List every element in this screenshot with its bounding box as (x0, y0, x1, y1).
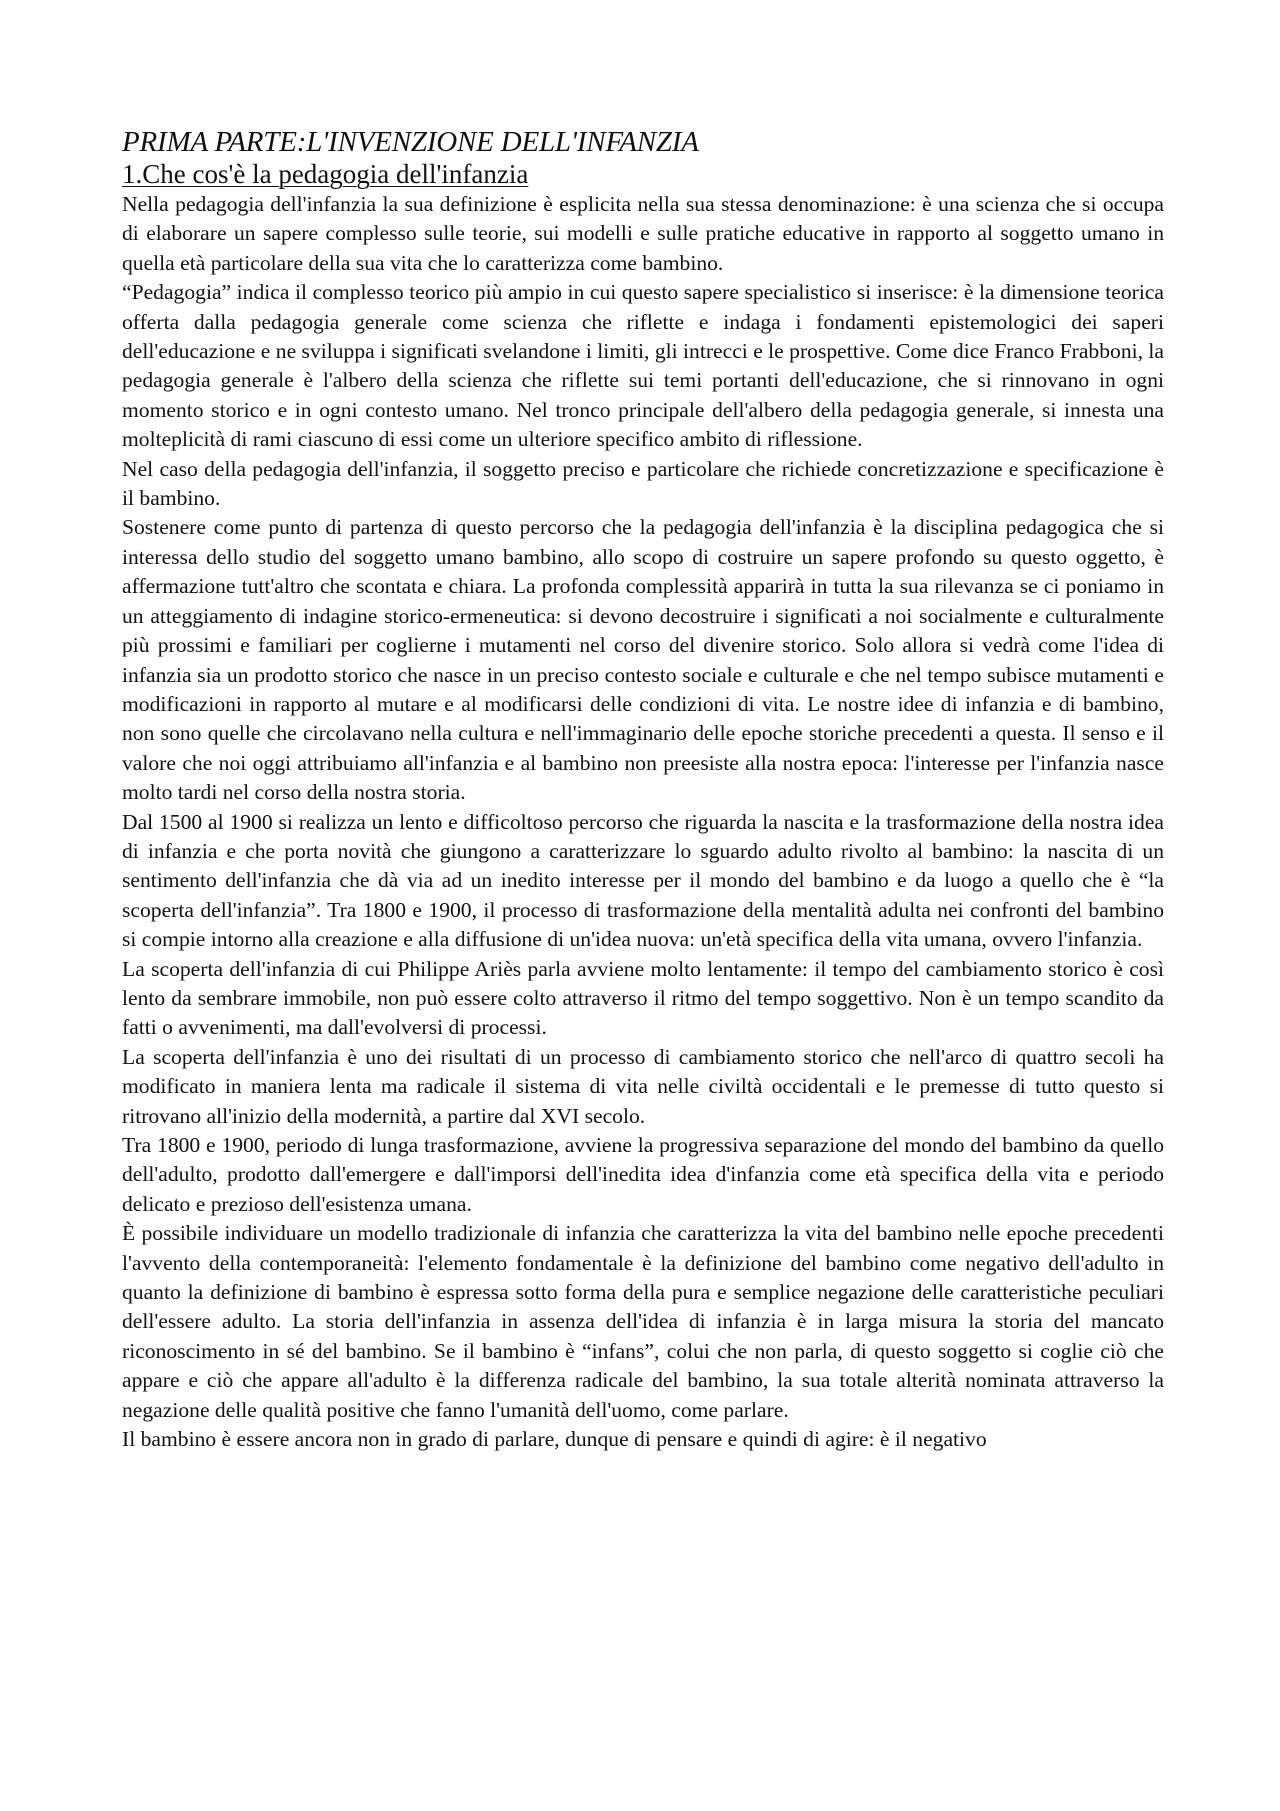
paragraph: Tra 1800 e 1900, periodo di lunga trasformazione, avviene la progressiva separazione del mondo del bambino da quello dell'adulto, prodotto dall'emergere e dall'imporsi dell'inedita idea d'infanzia come età specifica della vita e periodo delicato e prezioso dell'esistenza umana. (122, 1133, 1164, 1216)
paragraph: La scoperta dell'infanzia di cui Philippe Ariès parla avviene molto lentamente: il tempo del cambiamento storico è così lento da sembrare immobile, non può essere colto attraverso il ritmo del tempo soggettivo. Non è un tempo scandito da fatti o avvenimenti, ma dall'evolversi di processi. (122, 956, 1164, 1040)
paragraph: La scoperta dell'infanzia è uno dei risultati di un processo di cambiamento storico che nell'arco di quattro secoli ha modificato in maniera lenta ma radicale il sistema di vita nelle civiltà occidentali e le premesse di tutto questo si ritrovano all'inizio della modernità, a partire dal XVI secolo. (122, 1044, 1164, 1128)
paragraph: Nel caso della pedagogia dell'infanzia, il soggetto preciso e particolare che richiede concretizzazione e specificazione è il bambino. (122, 456, 1164, 511)
paragraph: Il bambino è essere ancora non in grado di parlare, dunque di pensare e quindi di agire: è il negativo (122, 1427, 987, 1452)
paragraph: Sostenere come punto di partenza di questo percorso che la pedagogia dell'infanzia è la disciplina pedagogica che si interessa dello studio del soggetto umano bambino, allo scopo di costruire un sapere profondo su questo oggetto, è affermazione tutt'altro che scontata e chiara. La profonda complessità apparirà in tutta la sua rilevanza se ci poniamo in un atteggiamento di indagine storico-ermeneutica: si devono decostruire i significati a noi socialmente e culturalmente più prossimi e familiari per coglierne i mutamenti nel corso del divenire storico. Solo allora si vedrà come l'idea di infanzia sia un prodotto storico che nasce in un preciso contesto sociale e culturale e che nel tempo subisce mutamenti e modificazioni in rapporto al mutare e al modificarsi delle condizioni di vita. Le nostre idee di infanzia e di bambino, non sono quelle che circolavano nella cultura e nell'immaginario delle epoche storiche precedenti a questa. Il senso e il valore che noi oggi attribuiamo all'infanzia e al bambino non preesiste alla nostra epoca: l'interesse per l'infanzia nasce molto tardi nel corso della nostra storia. (122, 515, 1164, 805)
paragraph: “Pedagogia” indica il complesso teorico più ampio in cui questo sapere specialistico si inserisce: è la dimensione teorica offerta dalla pedagogia generale come scienza che riflette e indaga i fondamenti epistemologici dei saperi dell'educazione e ne sviluppa i significati svelandone i limiti, gli intrecci e le prospettive. Come dice Franco Frabboni, la pedagogia generale è l'albero della scienza che riflette sui temi portanti dell'educazione, che si rinnovano in ogni momento storico e in ogni contesto umano. Nel tronco principale dell'albero della pedagogia generale, si innesta una molteplicità di rami ciascuno di essi come un ulteriore specifico ambito di riflessione. (122, 280, 1164, 452)
body-text (122, 190, 1164, 1454)
paragraph: Dal 1500 al 1900 si realizza un lento e difficoltoso percorso che riguarda la nascita e la trasformazione della nostra idea di infanzia e che porta novità che giungono a caratterizzare lo sguardo adulto rivolto al bambino: la nascita di un sentimento dell'infanzia che dà via ad un inedito interesse per il mondo del bambino e da luogo a quello che è “la scoperta dell'infanzia”. Tra 1800 e 1900, il processo di trasformazione della mentalità adulta nei confronti del bambino si compie intorno alla creazione e alla diffusione di un'idea nuova: un'età specifica della vita umana, ovvero l'infanzia. (122, 809, 1164, 952)
document-page (122, 126, 1164, 1454)
document-title: PRIMA PARTE:L'INVENZIONE DELL'INFANZIA (122, 126, 699, 158)
paragraph: È possibile individuare un modello tradizionale di infanzia che caratterizza la vita del bambino nelle epoche precedenti l'avvento della contemporaneità: l'elemento fondamentale è la definizione del bambino come negativo dell'adulto in quanto la definizione di bambino è espressa sotto forma della pura e semplice negazione delle caratteristiche peculiari dell'essere adulto. La storia dell'infanzia in assenza dell'idea di infanzia è in larga misura la storia del mancato riconoscimento in sé del bambino. Se il bambino è “infans”, colui che non parla, di questo soggetto si coglie ciò che appare e ciò che appare all'adulto è la differenza radicale del bambino, la sua totale alterità nominata attraverso la negazione delle qualità positive che fanno l'umanità dell'uomo, come parlare. (122, 1221, 1164, 1422)
paragraph: Nella pedagogia dell'infanzia la sua definizione è esplicita nella sua stessa denominazione: è una scienza che si occupa di elaborare un sapere complesso sulle teorie, sui modelli e sulle pratiche educative in rapporto al soggetto umano in quella età particolare della sua vita che lo caratterizza come bambino. (122, 192, 1164, 275)
section-heading: 1.Che cos'è la pedagogia dell'infanzia (122, 159, 529, 189)
